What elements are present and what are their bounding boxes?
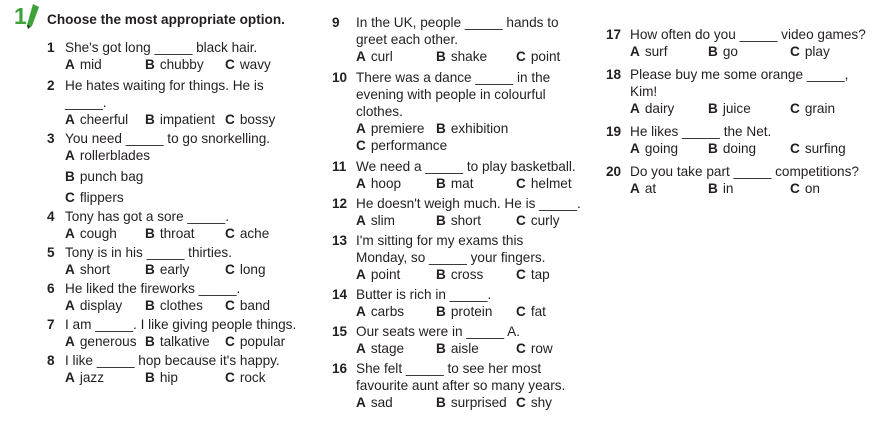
option-b[interactable] [708, 100, 790, 117]
option-letter: A [356, 213, 366, 228]
option-letter: B [145, 262, 155, 277]
question-number: 10 [332, 70, 348, 85]
question-number: 9 [332, 15, 340, 30]
option-letter: C [516, 395, 526, 410]
option-a[interactable] [65, 333, 145, 350]
question-text: In the UK, people _____ hands to [356, 15, 559, 30]
option-c[interactable] [225, 333, 285, 350]
question-14 [332, 286, 594, 320]
option-a[interactable] [65, 225, 145, 242]
question-text: She felt _____ to see her most [356, 361, 542, 376]
option-c[interactable] [516, 175, 572, 192]
question-column-1 [47, 39, 317, 386]
option-letter: C [516, 213, 526, 228]
option-text: curl [370, 49, 393, 64]
question-text: Monday, so _____ your fingers. [356, 250, 546, 265]
option-text: rock [239, 370, 266, 385]
option-c[interactable] [225, 261, 266, 278]
option-text: juice [722, 101, 751, 116]
option-letter: B [436, 341, 446, 356]
option-text: grain [804, 101, 836, 116]
option-b[interactable] [145, 333, 225, 350]
option-letter: A [65, 226, 75, 241]
option-c[interactable] [516, 340, 553, 357]
question-text: We need a _____ to play basketball. [356, 159, 576, 174]
option-b[interactable] [436, 303, 516, 320]
option-c[interactable] [225, 225, 269, 242]
option-c[interactable] [516, 394, 552, 411]
option-a[interactable] [356, 120, 436, 137]
option-letter: A [65, 334, 75, 349]
option-a[interactable] [65, 147, 150, 164]
option-b[interactable] [708, 43, 790, 60]
question-1 [47, 39, 317, 73]
option-a[interactable] [630, 180, 708, 197]
option-text: fat [530, 304, 546, 319]
question-16 [332, 360, 594, 411]
option-a[interactable] [356, 394, 436, 411]
option-b[interactable] [436, 394, 516, 411]
option-a[interactable] [65, 297, 145, 314]
option-text: cough [79, 226, 117, 241]
option-b[interactable] [145, 369, 225, 386]
option-b[interactable] [708, 180, 790, 197]
option-text: dairy [644, 101, 675, 116]
option-a[interactable] [356, 175, 436, 192]
question-number: 13 [332, 233, 348, 248]
option-letter: B [145, 334, 155, 349]
option-letter: B [708, 44, 718, 59]
option-b[interactable] [145, 225, 225, 242]
option-letter: A [356, 267, 366, 282]
option-text: punch bag [79, 169, 144, 184]
question-8 [47, 352, 317, 386]
question-text: Our seats were in _____ A. [356, 324, 520, 339]
option-letter: C [225, 112, 235, 127]
question-17 [606, 26, 874, 60]
option-letter: C [225, 334, 235, 349]
option-text: surfing [804, 141, 846, 156]
question-text: greet each other. [356, 32, 459, 47]
option-text: cross [450, 267, 484, 282]
question-number: 16 [332, 361, 348, 376]
option-a[interactable] [630, 140, 708, 157]
option-b[interactable] [65, 168, 143, 185]
question-3 [47, 130, 317, 206]
option-c[interactable] [516, 266, 550, 283]
question-text: He doesn't weigh much. He is _____. [356, 196, 581, 211]
option-b[interactable] [436, 120, 516, 137]
option-a[interactable] [65, 56, 145, 73]
option-letter: B [145, 57, 155, 72]
option-letter: C [225, 370, 235, 385]
option-text: on [804, 181, 820, 196]
option-letter: A [65, 57, 75, 72]
question-text: Do you take part _____ competitions? [630, 164, 859, 179]
option-c[interactable] [65, 189, 124, 206]
option-letter: B [436, 176, 446, 191]
option-c[interactable] [356, 137, 447, 154]
option-text: cheerful [79, 112, 129, 127]
option-a[interactable] [65, 369, 145, 386]
question-2 [47, 77, 317, 128]
option-text: rollerblades [79, 148, 151, 163]
question-text: favourite aunt after so many years. [356, 378, 566, 393]
option-b[interactable] [436, 212, 516, 229]
option-letter: B [436, 267, 446, 282]
option-letter: A [630, 44, 640, 59]
option-c[interactable] [225, 111, 275, 128]
option-letter: B [436, 49, 446, 64]
option-text: surf [644, 44, 668, 59]
question-text: Butter is rich in _____. [356, 287, 492, 302]
option-letter: B [436, 213, 446, 228]
option-text: chubby [159, 57, 204, 72]
option-b[interactable] [145, 111, 225, 128]
question-text: He hates waiting for things. He is [65, 78, 264, 93]
option-a[interactable] [65, 111, 145, 128]
option-text: at [644, 181, 657, 196]
question-text: I like _____ hop because it's happy. [65, 353, 280, 368]
option-text: premiere [370, 121, 425, 136]
option-letter: A [65, 148, 75, 163]
option-letter: A [356, 176, 366, 191]
option-text: go [722, 44, 738, 59]
option-text: doing [722, 141, 757, 156]
option-text: performance [370, 138, 448, 153]
question-9 [332, 14, 594, 65]
question-number: 6 [47, 281, 55, 296]
option-letter: C [225, 57, 235, 72]
question-number: 20 [606, 164, 622, 179]
option-letter: A [356, 341, 366, 356]
option-letter: A [630, 141, 640, 156]
option-text: wavy [239, 57, 271, 72]
option-b[interactable] [436, 266, 516, 283]
question-text: I am _____. I like giving people things. [65, 317, 297, 332]
question-text: There was a dance _____ in the [356, 70, 551, 85]
option-text: generous [79, 334, 137, 349]
option-a[interactable] [356, 48, 436, 65]
question-12 [332, 195, 594, 229]
option-text: shy [530, 395, 552, 410]
question-6 [47, 280, 317, 314]
exercise-number: 1 [14, 3, 27, 29]
question-number: 19 [606, 124, 622, 139]
question-number: 7 [47, 317, 55, 332]
option-c[interactable] [225, 56, 271, 73]
option-text: popular [239, 334, 286, 349]
option-letter: A [356, 395, 366, 410]
exercise-instruction: Choose the most appropriate option. [47, 12, 285, 27]
option-letter: B [145, 370, 155, 385]
question-text: Kim! [630, 84, 658, 99]
option-letter: C [225, 226, 235, 241]
option-letter: A [65, 112, 75, 127]
option-c[interactable] [790, 100, 835, 117]
option-text: curly [530, 213, 560, 228]
question-text: He liked the fireworks _____. [65, 281, 241, 296]
option-a[interactable] [630, 43, 708, 60]
option-text: mat [450, 176, 474, 191]
option-letter: A [630, 181, 640, 196]
question-column-2 [332, 14, 594, 411]
option-text: short [450, 213, 482, 228]
option-letter: A [65, 298, 75, 313]
option-letter: C [516, 267, 526, 282]
option-a[interactable] [630, 100, 708, 117]
option-letter: A [356, 304, 366, 319]
option-letter: B [145, 226, 155, 241]
question-19 [606, 123, 874, 157]
option-text: jazz [79, 370, 105, 385]
option-a[interactable] [65, 261, 145, 278]
option-c[interactable] [225, 369, 266, 386]
question-text: evening with people in colourful [356, 87, 546, 102]
question-text: You need _____ to go snorkelling. [65, 131, 271, 146]
option-text: stage [370, 341, 405, 356]
option-text: point [370, 267, 401, 282]
question-number: 3 [47, 131, 55, 146]
option-c[interactable] [225, 297, 270, 314]
option-text: impatient [159, 112, 215, 127]
option-text: carbs [370, 304, 405, 319]
option-text: short [79, 262, 111, 277]
question-10 [332, 69, 594, 154]
question-number: 14 [332, 287, 348, 302]
option-text: mid [79, 57, 102, 72]
option-letter: C [516, 304, 526, 319]
question-number: 17 [606, 27, 622, 42]
option-text: row [530, 341, 553, 356]
option-b[interactable] [436, 175, 516, 192]
option-letter: A [65, 370, 75, 385]
option-letter: A [356, 49, 366, 64]
question-text: Please buy me some orange _____, [630, 67, 849, 82]
option-b[interactable] [145, 261, 225, 278]
option-text: ache [239, 226, 270, 241]
option-text: surprised [450, 395, 507, 410]
question-13 [332, 232, 594, 283]
question-text: She's got long _____ black hair. [65, 40, 258, 55]
option-text: aisle [450, 341, 479, 356]
question-text: clothes. [356, 104, 403, 119]
option-text: flippers [79, 190, 124, 205]
option-text: clothes [159, 298, 203, 313]
option-c[interactable] [790, 140, 846, 157]
question-number: 4 [47, 209, 55, 224]
option-text: band [239, 298, 271, 313]
question-11 [332, 158, 594, 192]
option-c[interactable] [516, 212, 560, 229]
option-letter: C [356, 138, 366, 153]
option-letter: C [790, 141, 800, 156]
option-text: helmet [530, 176, 572, 191]
option-letter: B [708, 181, 718, 196]
option-text: going [644, 141, 679, 156]
option-b[interactable] [145, 56, 225, 73]
question-15 [332, 323, 594, 357]
option-b[interactable] [145, 297, 225, 314]
question-number: 5 [47, 245, 55, 260]
option-letter: C [516, 49, 526, 64]
option-letter: A [630, 101, 640, 116]
option-text: protein [450, 304, 493, 319]
option-b[interactable] [708, 140, 790, 157]
question-text: Tony has got a sore _____. [65, 209, 229, 224]
option-b[interactable] [436, 48, 516, 65]
option-letter: B [708, 101, 718, 116]
question-4 [47, 208, 317, 242]
option-letter: B [436, 304, 446, 319]
option-a[interactable] [356, 266, 436, 283]
option-letter: C [65, 190, 75, 205]
option-letter: C [790, 44, 800, 59]
question-text: He likes _____ the Net. [630, 124, 772, 139]
option-c[interactable] [790, 43, 830, 60]
option-text: bossy [239, 112, 276, 127]
option-letter: A [356, 121, 366, 136]
question-number: 2 [47, 78, 55, 93]
option-text: in [722, 181, 734, 196]
option-text: slim [370, 213, 395, 228]
option-letter: C [225, 262, 235, 277]
option-letter: B [708, 141, 718, 156]
option-c[interactable] [790, 180, 820, 197]
question-number: 11 [332, 159, 347, 174]
question-number: 15 [332, 324, 348, 339]
question-number: 18 [606, 67, 622, 82]
option-letter: C [516, 341, 526, 356]
option-c[interactable] [516, 48, 560, 65]
option-a[interactable] [356, 340, 436, 357]
option-text: point [530, 49, 561, 64]
question-number: 12 [332, 196, 348, 211]
option-c[interactable] [516, 303, 546, 320]
question-column-3 [606, 26, 874, 197]
option-text: talkative [159, 334, 210, 349]
option-text: hoop [370, 176, 402, 191]
option-text: tap [530, 267, 550, 282]
pencil-icon [25, 4, 41, 30]
option-text: shake [450, 49, 488, 64]
question-number: 8 [47, 353, 55, 368]
option-text: early [159, 262, 190, 277]
option-letter: B [145, 298, 155, 313]
question-18 [606, 66, 874, 117]
option-b[interactable] [436, 340, 516, 357]
option-letter: B [436, 121, 446, 136]
question-text: Tony is in his _____ thirties. [65, 245, 232, 260]
option-letter: C [516, 176, 526, 191]
question-number: 1 [47, 40, 55, 55]
question-7 [47, 316, 317, 350]
option-text: hip [159, 370, 178, 385]
option-letter: C [790, 181, 800, 196]
option-text: display [79, 298, 123, 313]
option-letter: C [225, 298, 235, 313]
option-letter: C [790, 101, 800, 116]
question-text: _____. [65, 95, 107, 110]
option-letter: B [65, 169, 75, 184]
option-letter: B [436, 395, 446, 410]
question-5 [47, 244, 317, 278]
option-a[interactable] [356, 303, 436, 320]
question-20 [606, 163, 874, 197]
question-text: I'm sitting for my exams this [356, 233, 524, 248]
option-text: exhibition [450, 121, 509, 136]
option-a[interactable] [356, 212, 436, 229]
option-text: play [804, 44, 830, 59]
option-text: sad [370, 395, 393, 410]
option-letter: A [65, 262, 75, 277]
option-text: throat [159, 226, 195, 241]
option-text: long [239, 262, 266, 277]
question-text: How often do you _____ video games? [630, 27, 866, 42]
option-letter: B [145, 112, 155, 127]
